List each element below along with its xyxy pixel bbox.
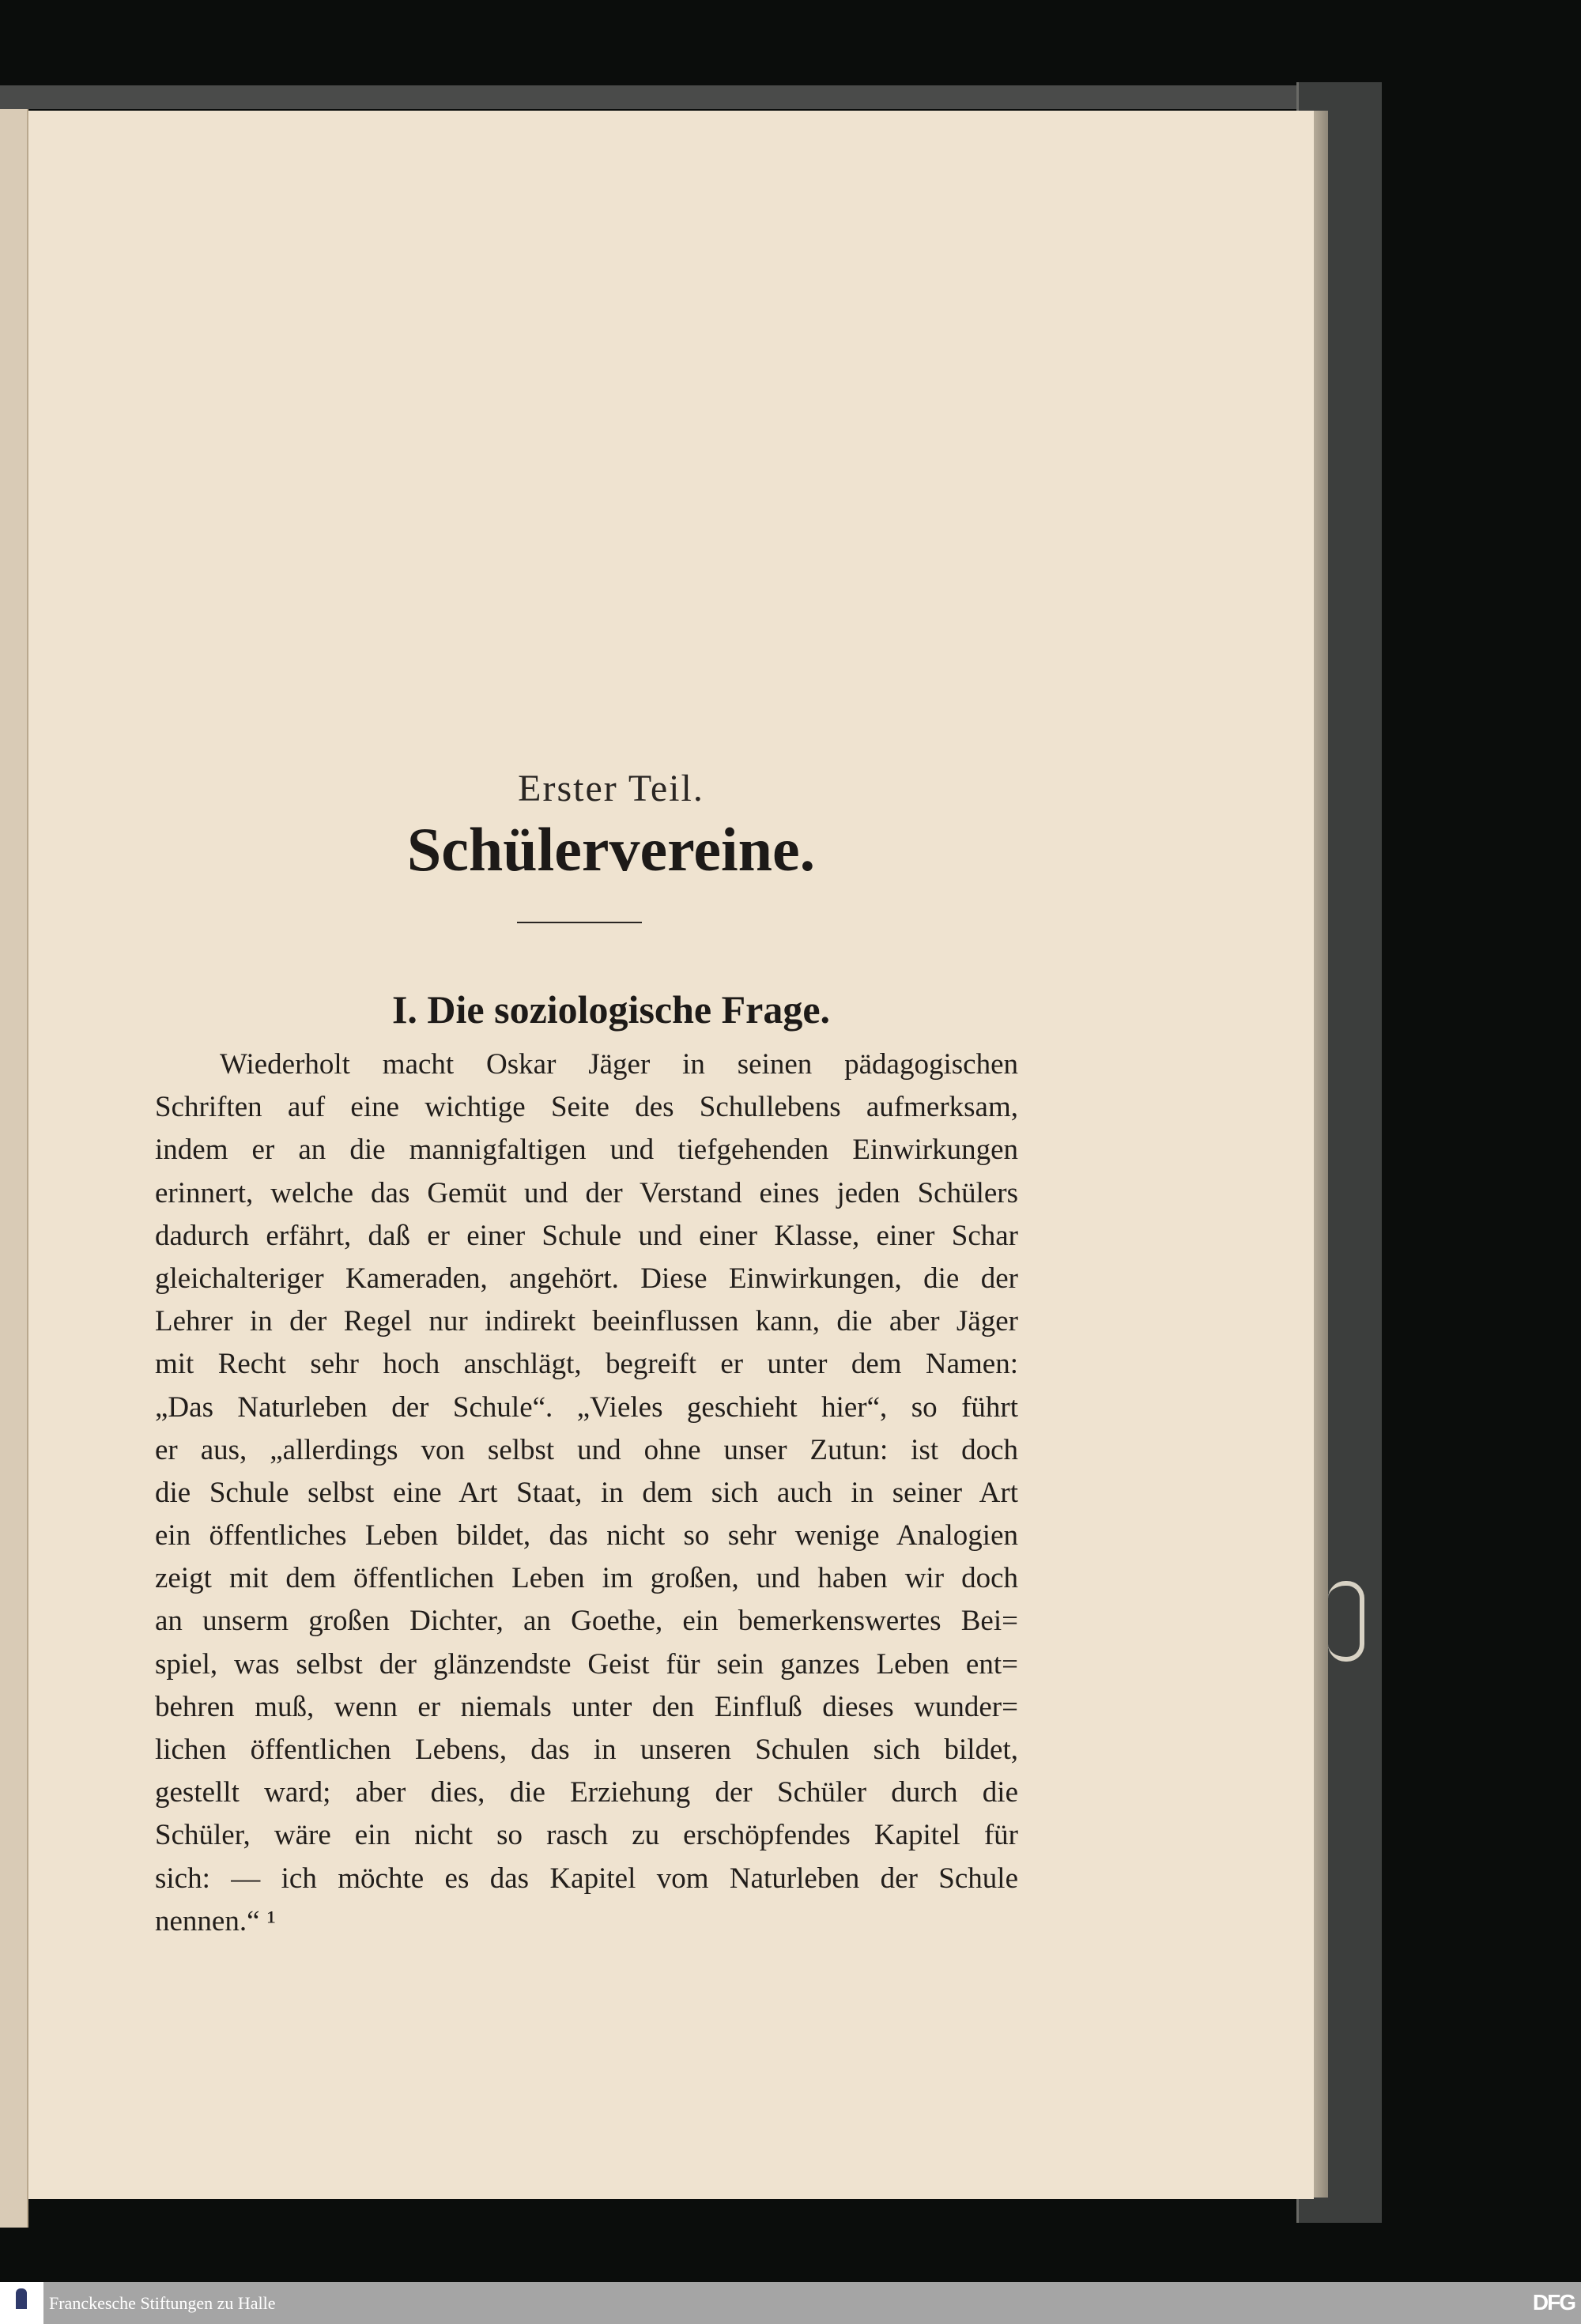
text-line: ein öffentliches Leben bildet, das nicht so sehr wenige Analogien [155, 1519, 1018, 1552]
text-line: mit Recht sehr hoch anschlägt, begreift er unter dem Namen: [155, 1348, 1018, 1381]
text-line: indem er an die mannigfaltigen und tiefgehenden Einwirkungen [155, 1134, 1018, 1167]
text-line: behren muß, wenn er niemals unter den Einfluß dieses wunder= [155, 1690, 1018, 1723]
text-line: gleichalteriger Kameraden, angehört. Diese Einwirkungen, die der [155, 1262, 1018, 1295]
previous-page-edge [0, 101, 28, 2228]
text-line: dadurch erfährt, daß er einer Schule und einer Klasse, einer Schar [155, 1219, 1018, 1252]
text-line: lichen öffentlichen Lebens, das in unseren Schulen sich bildet, [155, 1734, 1018, 1766]
text-line: Wiederholt macht Oskar Jäger in seinen pädagogischen [220, 1048, 1018, 1081]
ribbon-loop [1328, 1581, 1364, 1662]
book-page [28, 111, 1314, 2199]
text-line: an unserm großen Dichter, an Goethe, ein bemerkenswertes Bei= [155, 1605, 1018, 1638]
part-label: Erster Teil. [518, 768, 704, 809]
text-line: spiel, was selbst der glänzendste Geist für sein ganzes Leben ent= [155, 1647, 1018, 1681]
text-line: „Das Naturleben der Schule“. „Vieles geschieht hier“, so führt [155, 1390, 1018, 1424]
divider [517, 922, 642, 923]
text-line: die Schule selbst eine Art Staat, in dem sich auch in seiner Art [155, 1476, 1018, 1509]
text-line: er aus, „allerdings von selbst und ohne unser Zutun: ist doch [155, 1433, 1018, 1466]
text-line: gestellt ward; aber dies, die Erziehung der Schüler durch die [155, 1776, 1018, 1809]
text-line: zeigt mit dem öffentlichen Leben im großen, und haben wir doch [155, 1562, 1018, 1595]
text-line: Lehrer in der Regel nur indirekt beeinflussen kann, die aber Jäger [155, 1305, 1018, 1338]
statue-icon [16, 2288, 27, 2309]
section-heading: I. Die soziologische Frage. [391, 987, 831, 1032]
text-line: erinnert, welche das Gemüt und der Verstand eines jeden Schülers [155, 1176, 1018, 1209]
text-line: Schüler, wäre ein nicht so rasch zu erschöpfendes Kapitel für [155, 1819, 1018, 1852]
text-line: sich: — ich möchte es das Kapitel vom Naturleben der Schule [155, 1862, 1018, 1895]
dfg-logo[interactable]: DFG [1532, 2290, 1575, 2315]
book-cover-top [0, 85, 1379, 109]
institution-logo[interactable] [0, 2282, 43, 2324]
text-line: Schriften auf eine wichtige Seite des Schullebens aufmerksam, [155, 1091, 1018, 1124]
viewer-footer [0, 2282, 1581, 2324]
body-text [155, 1043, 1018, 1943]
part-title: Schülervereine. [406, 815, 816, 884]
text-line: nennen.“ ¹ [155, 1904, 276, 1937]
institution-name[interactable]: Franckesche Stiftungen zu Halle [49, 2293, 276, 2313]
